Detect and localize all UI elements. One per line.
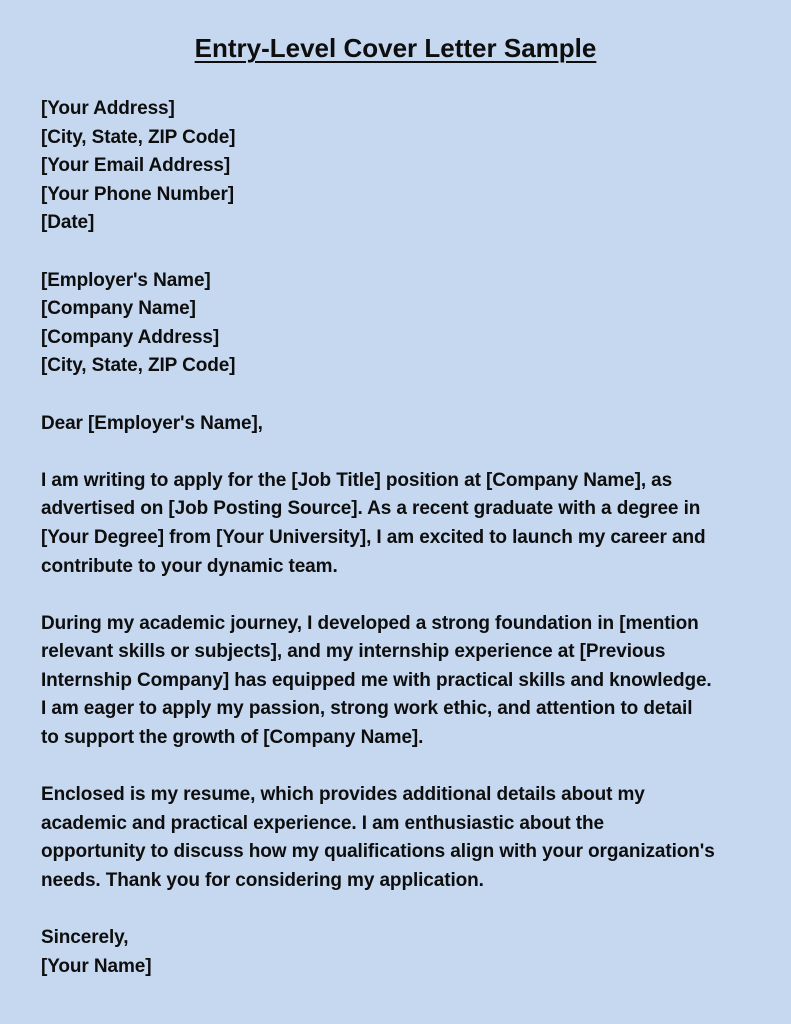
recipient-name: [Employer's Name]: [41, 269, 211, 291]
paragraph-line: advertised on [Job Posting Source]. As a recent graduate with a degree in: [41, 498, 701, 520]
closing: Sincerely,: [41, 927, 129, 949]
page-title: [0, 30, 791, 66]
paragraph-line: needs. Thank you for considering my application.: [41, 870, 484, 892]
sender-email: [Your Email Address]: [41, 155, 231, 177]
spacer: [41, 753, 776, 782]
paragraph-line: I am eager to apply my passion, strong work ethic, and attention to detail: [41, 698, 693, 720]
paragraph-line: relevant skills or subjects], and my internship experience at [Previous: [41, 641, 666, 663]
salutation: Dear [Employer's Name],: [41, 412, 263, 434]
paragraph-line: Internship Company] has equipped me with practical skills and knowledge.: [41, 669, 712, 691]
spacer: [41, 438, 776, 467]
paragraph-line: I am writing to apply for the [Job Title] position at [Company Name], as: [41, 469, 673, 491]
recipient-city-state-zip: [City, State, ZIP Code]: [41, 355, 236, 377]
sender-phone: [Your Phone Number]: [41, 183, 235, 205]
spacer: [41, 896, 776, 925]
paragraph-line: academic and practical experience. I am enthusiastic about the: [41, 812, 604, 834]
spacer: [41, 381, 776, 410]
sender-city-state-zip: [City, State, ZIP Code]: [41, 126, 236, 148]
sender-date: [Date]: [41, 212, 95, 234]
paragraph-line: contribute to your dynamic team.: [41, 555, 338, 577]
paragraph-1: [41, 467, 776, 581]
paragraph-line: [Your Degree] from [Your University], I am excited to launch my career and: [41, 526, 706, 548]
paragraph-line: to support the growth of [Company Name].: [41, 727, 424, 749]
spacer: [41, 581, 776, 610]
recipient-address: [Company Address]: [41, 326, 220, 348]
page-title-text: Entry-Level Cover Letter Sample: [194, 33, 597, 63]
letter-body: [41, 95, 776, 981]
spacer: [41, 238, 776, 267]
paragraph-line: Enclosed is my resume, which provides additional details about my: [41, 784, 645, 806]
sender-block: [41, 95, 776, 238]
paragraph-3: [41, 781, 776, 895]
paragraph-line: During my academic journey, I developed a strong foundation in [mention: [41, 612, 699, 634]
recipient-company: [Company Name]: [41, 298, 196, 320]
recipient-block: [41, 267, 776, 381]
paragraph-line: opportunity to discuss how my qualifications align with your organization's: [41, 841, 715, 863]
signature: [Your Name]: [41, 955, 152, 977]
sender-address: [Your Address]: [41, 98, 175, 119]
paragraph-2: [41, 610, 776, 753]
